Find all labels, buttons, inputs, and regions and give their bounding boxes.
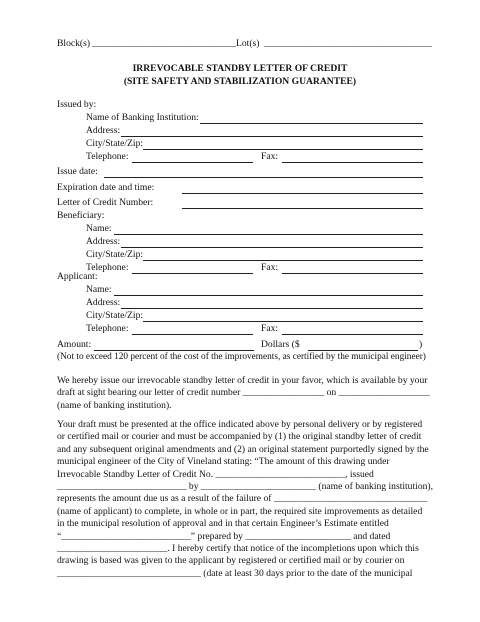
paragraph-line: draft at sight bearing our letter of credit number _________________ on ___________________: [57, 387, 430, 399]
paragraph-line: ______________________________ (date at least 30 days prior to the date of the municipal: [57, 567, 413, 579]
beneficiary-telephone-label: Telephone:: [86, 262, 129, 273]
applicant-telephone-field[interactable]: [132, 334, 253, 335]
applicant-city-field[interactable]: [143, 321, 423, 322]
loc-number-field[interactable]: [182, 208, 423, 209]
paragraph-line: Irrevocable Standby Letter of Credit No. ___________________________, issued: [57, 468, 374, 480]
amount-label: Amount:: [57, 339, 92, 350]
paragraph-line: represents the amount due us as a result of the failure of ________________________________: [57, 493, 428, 505]
paragraph-line: Your draft must be presented at the office indicated above by personal delivery or by registered: [57, 419, 423, 430]
issuer-fax-label: Fax:: [261, 151, 279, 162]
beneficiary-city-field[interactable]: [143, 260, 423, 261]
dollars-close-paren: ): [419, 339, 423, 350]
dollars-field[interactable]: [308, 350, 418, 351]
issuer-address-field[interactable]: [121, 136, 423, 137]
beneficiary-address-label: Address:: [86, 236, 121, 247]
beneficiary-name-field[interactable]: [114, 234, 423, 235]
issuer-city-field[interactable]: [143, 149, 423, 150]
applicant-fax-field[interactable]: [282, 334, 423, 335]
applicant-fax-label: Fax:: [261, 323, 279, 334]
issuer-telephone-label: Telephone:: [86, 151, 129, 162]
lots-field[interactable]: ___________________________________: [264, 38, 432, 49]
applicant-name-field[interactable]: [114, 295, 423, 296]
beneficiary-fax-label: Fax:: [261, 262, 279, 273]
beneficiary-fax-field[interactable]: [282, 273, 423, 274]
issuer-city-label: City/State/Zip:: [86, 138, 144, 149]
issue-date-field[interactable]: [104, 177, 423, 178]
expiration-label: Expiration date and time:: [57, 182, 155, 193]
applicant-address-label: Address:: [86, 297, 121, 308]
paragraph-line: We hereby issue our irrevocable standby letter of credit in your favor, which is available by your: [57, 375, 428, 386]
paragraph-line: drawing is based was given to the applicant by registered or certified mail or by courier on: [57, 555, 405, 567]
paragraph-draft-conditions: [57, 419, 434, 580]
paragraph-line: ___________________________ by ________________________ (name of banking institution),: [57, 481, 434, 493]
issuer-bank-name-label: Name of Banking Institution:: [86, 112, 199, 123]
issuer-fax-field[interactable]: [282, 162, 423, 163]
lots-label: Lot(s): [236, 38, 260, 49]
issue-date-label: Issue date:: [57, 166, 98, 177]
amount-field[interactable]: [94, 350, 254, 351]
beneficiary-city-label: City/State/Zip:: [86, 249, 144, 260]
blocks-label: Block(s): [57, 38, 91, 49]
document-subtitle: (SITE SAFETY AND STABILIZATION GUARANTEE): [123, 76, 357, 87]
applicant-city-label: City/State/Zip:: [86, 310, 144, 321]
applicant-name-label: Name:: [86, 284, 112, 295]
paragraph-issuance: [57, 375, 429, 412]
beneficiary-telephone-field[interactable]: [132, 273, 253, 274]
applicant-heading: Applicant:: [57, 271, 98, 282]
beneficiary-heading: Beneficiary:: [57, 210, 105, 221]
paragraph-line: _______________________. I hereby certify that notice of the incompletions upon which this: [57, 543, 419, 555]
paragraph-line: and any subsequent original amendments and (2) an original statement purportedly signed by the: [57, 443, 429, 455]
issued-by-heading: Issued by:: [57, 99, 97, 110]
beneficiary-address-field[interactable]: [121, 247, 423, 248]
beneficiary-name-label: Name:: [86, 223, 112, 234]
paragraph-line: (name of banking institution).: [57, 399, 172, 411]
paragraph-line: or certified mail or courier and must be accompanied by (1) the original standby letter of credit: [57, 431, 422, 443]
issuer-telephone-field[interactable]: [132, 162, 253, 163]
applicant-telephone-label: Telephone:: [86, 323, 129, 334]
expiration-field[interactable]: [182, 193, 423, 194]
paragraph-line: municipal engineer of the City of Vineland stating: “The amount of this drawing under: [57, 456, 390, 468]
loc-number-label: Letter of Credit Number:: [57, 197, 154, 208]
amount-note: (Not to exceed 120 percent of the cost of the improvements, as certified by the municipal engineer): [57, 352, 426, 362]
blocks-field[interactable]: ______________________________: [92, 38, 236, 49]
applicant-address-field[interactable]: [121, 308, 423, 309]
document-title: IRREVOCABLE STANDBY LETTER OF CREDIT: [132, 63, 348, 74]
issuer-address-label: Address:: [86, 125, 121, 136]
paragraph-line: in the municipal resolution of approval and in that certain Engineer’s Estimate entitled: [57, 518, 389, 530]
paragraph-line: (name of applicant) to complete, in whole or in part, the required site improvements as detailed: [57, 505, 423, 517]
paragraph-line: “___________________________” prepared by ______________________ and dated: [57, 530, 391, 542]
issuer-bank-name-field[interactable]: [200, 123, 423, 124]
dollars-label: Dollars ($: [261, 339, 300, 350]
